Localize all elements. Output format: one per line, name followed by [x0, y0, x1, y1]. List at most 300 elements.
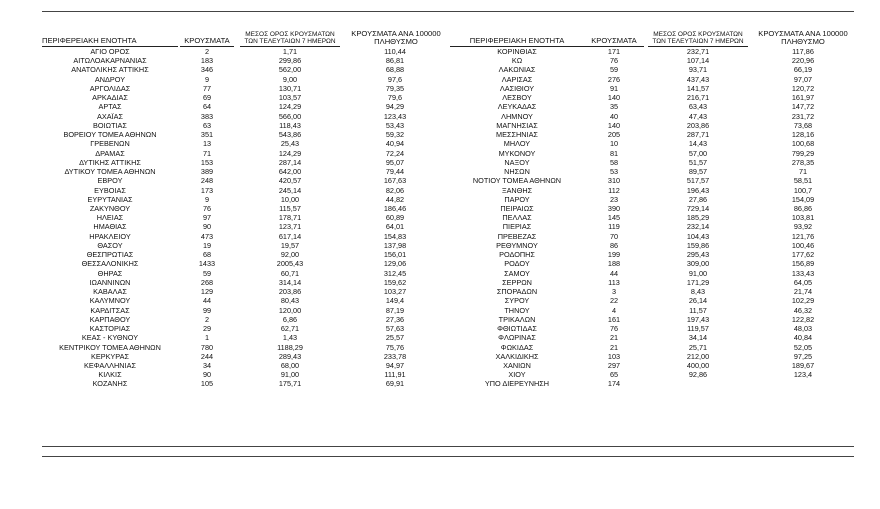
- table-row: [42, 370, 446, 379]
- avg-cell: 51,57: [688, 157, 708, 167]
- per100k-cell: 86,86: [793, 203, 813, 213]
- region-cell: ΡΕΘΥΜΝΟΥ: [496, 240, 538, 250]
- avg-cell: 124,29: [278, 148, 302, 158]
- avg-cell: [644, 379, 752, 388]
- avg-cell: 93,71: [688, 65, 708, 75]
- avg-cell: 92,86: [688, 370, 708, 380]
- avg-cell: 196,43: [686, 185, 710, 195]
- region-cell: ΚΕΡΚΥΡΑΣ: [90, 351, 130, 361]
- table-row: [450, 112, 854, 121]
- region-cell: ΣΠΟΡΑΔΩΝ: [496, 287, 538, 297]
- avg-cell: 2005,43: [276, 259, 304, 269]
- header-avg-7-days: ΜΕΣΟΣ ΟΡΟΣ ΚΡΟΥΣΜΑΤΩΝ ΤΩΝ ΤΕΛΕΥΤΑΙΩΝ 7 ΗΜΕΡΩΝ: [240, 31, 340, 47]
- per100k-cell: 186,46: [383, 203, 407, 213]
- cases-cell: 1433: [198, 259, 216, 269]
- avg-cell: 19,57: [280, 240, 300, 250]
- per100k-cell: 64,05: [793, 277, 813, 287]
- per100k-cell: 94,97: [385, 360, 405, 370]
- per100k-cell: 27,36: [385, 314, 405, 324]
- table-row: [42, 149, 446, 158]
- region-cell: ΠΕΙΡΑΙΩΣ: [500, 203, 534, 213]
- table-row: [450, 176, 854, 185]
- left-table-section: [42, 17, 446, 389]
- cases-cell: 183: [200, 56, 214, 66]
- region-cell: ΖΑΚΥΝΘΟΥ: [89, 203, 131, 213]
- table-row: [450, 149, 854, 158]
- per100k-cell: 100,46: [791, 240, 815, 250]
- avg-cell: 437,43: [686, 74, 710, 84]
- avg-cell: 642,00: [278, 167, 302, 177]
- table-row: [450, 102, 854, 111]
- cases-cell: 297: [607, 360, 621, 370]
- table-row: [450, 306, 854, 315]
- per100k-cell: 59,32: [385, 130, 405, 140]
- per100k-cell: 95,07: [385, 157, 405, 167]
- cases-cell: 44: [609, 268, 619, 278]
- region-cell: ΚΕΝΤΡΙΚΟΥ ΤΟΜΕΑ ΑΘΗΝΩΝ: [59, 342, 161, 352]
- per100k-cell: 97,6: [387, 74, 403, 84]
- cases-cell: 346: [200, 65, 214, 75]
- table-row: [42, 213, 446, 222]
- region-cell: ΘΗΡΑΣ: [97, 268, 123, 278]
- cases-cell: 90: [202, 370, 212, 380]
- top-rule: [42, 11, 854, 12]
- cases-cell: 383: [200, 111, 214, 121]
- per100k-cell: 189,67: [791, 360, 815, 370]
- avg-cell: 68,00: [280, 360, 300, 370]
- cases-cell: 22: [609, 296, 619, 306]
- avg-cell: 420,57: [278, 176, 302, 186]
- table-row: [450, 333, 854, 342]
- region-cell: ΜΕΣΣΗΝΙΑΣ: [496, 130, 538, 140]
- cases-cell: 173: [200, 185, 214, 195]
- cases-cell: 140: [607, 93, 621, 103]
- per100k-cell: 220,96: [791, 56, 815, 66]
- region-cell: ΕΥΒΟΙΑΣ: [94, 185, 126, 195]
- per100k-cell: 69,91: [385, 379, 405, 389]
- avg-cell: 47,43: [688, 111, 708, 121]
- avg-cell: 171,29: [686, 277, 710, 287]
- region-cell: ΘΑΣΟΥ: [97, 240, 123, 250]
- per100k-cell: 154,83: [383, 231, 407, 241]
- bottom-rule: [42, 446, 854, 447]
- avg-cell: 400,00: [686, 360, 710, 370]
- avg-cell: 141,57: [686, 83, 710, 93]
- region-cell: ΑΓΙΟ ΟΡΟΣ: [90, 47, 130, 56]
- cases-cell: 4: [611, 305, 617, 315]
- table-row: [450, 204, 854, 213]
- avg-cell: 175,71: [278, 379, 302, 389]
- table-row: [450, 56, 854, 65]
- region-cell: ΣΥΡΟΥ: [504, 296, 530, 306]
- region-cell: ΤΗΝΟΥ: [504, 305, 530, 315]
- table-row: [42, 102, 446, 111]
- table-row: [450, 84, 854, 93]
- cases-cell: 268: [200, 277, 214, 287]
- cases-cell: 199: [607, 250, 621, 260]
- avg-cell: 309,00: [686, 259, 710, 269]
- region-cell: ΚΩ: [511, 56, 523, 66]
- cases-cell: 171: [607, 47, 621, 56]
- avg-cell: 729,14: [686, 203, 710, 213]
- avg-cell: 517,57: [686, 176, 710, 186]
- cases-cell: 2: [204, 47, 210, 56]
- per100k-cell: 100,7: [793, 185, 813, 195]
- cases-cell: 248: [200, 176, 214, 186]
- avg-cell: 107,14: [686, 56, 710, 66]
- per100k-cell: 167,63: [383, 176, 407, 186]
- cases-cell: 21: [609, 333, 619, 343]
- per100k-cell: 52,05: [793, 342, 813, 352]
- table-row: [450, 315, 854, 324]
- cases-cell: 145: [607, 213, 621, 223]
- table-row: [42, 176, 446, 185]
- avg-cell: 119,57: [687, 324, 709, 334]
- avg-cell: 104,43: [686, 231, 710, 241]
- cases-cell: 103: [607, 351, 621, 361]
- per100k-cell: [752, 379, 854, 388]
- region-cell: ΚΙΛΚΙΣ: [98, 370, 122, 380]
- cases-cell: 473: [200, 231, 214, 241]
- table-row: [42, 232, 446, 241]
- table-row: [42, 343, 446, 352]
- avg-cell: 543,86: [278, 130, 302, 140]
- per100k-cell: 79,35: [385, 83, 405, 93]
- avg-cell: 27,86: [688, 194, 708, 204]
- avg-cell: 8,43: [690, 287, 706, 297]
- avg-cell: 120,00: [278, 305, 302, 315]
- cases-cell: 86: [609, 240, 619, 250]
- right-table-section: [450, 17, 854, 389]
- per100k-cell: 117,86: [792, 47, 814, 56]
- region-cell: ΚΕΑΣ - ΚΥΘΝΟΥ: [81, 333, 139, 343]
- per100k-cell: 102,29: [791, 296, 815, 306]
- cases-cell: 91: [609, 83, 619, 93]
- per100k-cell: 94,29: [385, 102, 405, 112]
- table-row: [450, 213, 854, 222]
- table-row: [42, 65, 446, 74]
- per100k-cell: 120,72: [791, 83, 815, 93]
- cases-cell: 81: [609, 148, 619, 158]
- per100k-cell: 799,29: [791, 148, 815, 158]
- avg-cell: 1,43: [282, 333, 298, 343]
- region-cell: ΗΡΑΚΛΕΙΟΥ: [89, 231, 131, 241]
- avg-cell: 10,00: [280, 194, 300, 204]
- table-row: [450, 65, 854, 74]
- cases-cell: 97: [202, 213, 212, 223]
- cases-cell: 1: [204, 333, 210, 343]
- avg-cell: 178,71: [278, 213, 302, 223]
- per100k-cell: 149,4: [385, 296, 405, 306]
- left-data-table: [42, 47, 446, 389]
- cases-cell: 390: [607, 203, 621, 213]
- table-row: [450, 195, 854, 204]
- region-cell: ΘΕΣΠΡΩΤΙΑΣ: [86, 250, 134, 260]
- region-cell: ΜΥΚΟΝΟΥ: [498, 148, 536, 158]
- cases-cell: 310: [607, 176, 621, 186]
- per100k-cell: 154,09: [791, 194, 815, 204]
- table-row: [450, 158, 854, 167]
- header-cases-per-100k-right: ΚΡΟΥΣΜΑΤΑ ΑΝΑ 100000 ΠΛΗΘΥΣΜΟ: [758, 29, 848, 46]
- per100k-cell: 177,62: [791, 250, 815, 260]
- per100k-cell: 156,89: [791, 259, 815, 269]
- cases-cell: 99: [202, 305, 212, 315]
- region-cell: ΠΑΡΟΥ: [504, 194, 530, 204]
- region-cell: ΧΑΛΚΙΔΙΚΗΣ: [495, 351, 539, 361]
- per100k-cell: 68,88: [385, 65, 405, 75]
- region-cell: ΛΑΚΩΝΙΑΣ: [498, 65, 536, 75]
- table-row: [450, 130, 854, 139]
- avg-cell: 1188,29: [277, 342, 303, 352]
- avg-cell: 289,43: [278, 351, 302, 361]
- region-cell: ΑΝΑΤΟΛΙΚΗΣ ΑΤΤΙΚΗΣ: [71, 65, 149, 75]
- per100k-cell: 97,07: [793, 74, 813, 84]
- cases-cell: 153: [200, 157, 214, 167]
- avg-cell: 197,43: [686, 314, 710, 324]
- cases-cell: 68: [202, 250, 212, 260]
- region-cell: ΚΑΡΠΑΘΟΥ: [89, 314, 131, 324]
- per100k-cell: 25,57: [385, 333, 405, 343]
- per100k-cell: 48,03: [793, 324, 813, 334]
- header-cases: ΚΡΟΥΣΜΑΤΑ: [180, 37, 234, 47]
- per100k-cell: 103,27: [383, 287, 407, 297]
- per100k-cell: 103,81: [791, 213, 815, 223]
- per100k-cell: 111,91: [384, 370, 406, 380]
- table-row: [42, 93, 446, 102]
- region-cell: ΦΘΙΩΤΙΔΑΣ: [497, 324, 537, 334]
- cases-cell: 40: [609, 111, 619, 121]
- cases-cell: 140: [607, 120, 621, 130]
- table-row: [450, 121, 854, 130]
- avg-cell: 62,71: [280, 324, 300, 334]
- avg-cell: 14,43: [688, 139, 708, 149]
- per100k-cell: 156,01: [383, 250, 407, 260]
- avg-cell: 566,00: [278, 111, 302, 121]
- cases-cell: 21: [609, 342, 619, 352]
- cases-cell: 59: [202, 268, 212, 278]
- table-row: [450, 296, 854, 305]
- region-cell: ΜΗΛΟΥ: [503, 139, 531, 149]
- avg-cell: 124,29: [278, 102, 302, 112]
- right-table-header: [450, 17, 854, 47]
- per100k-cell: 231,72: [791, 111, 815, 121]
- table-row: [42, 222, 446, 231]
- table-row: [450, 287, 854, 296]
- region-cell: ΝΗΣΩΝ: [504, 167, 530, 177]
- avg-cell: 92,00: [280, 250, 300, 260]
- region-cell: ΡΟΔΟΠΗΣ: [499, 250, 535, 260]
- table-row: [450, 250, 854, 259]
- cases-cell: 351: [200, 130, 214, 140]
- table-row: [42, 306, 446, 315]
- region-cell: ΦΛΩΡΙΝΑΣ: [498, 333, 536, 343]
- region-cell: ΚΑΛΥΜΝΟΥ: [89, 296, 131, 306]
- table-row: [42, 269, 446, 278]
- table-row: [450, 186, 854, 195]
- cases-cell: 188: [607, 259, 621, 269]
- table-row: [42, 121, 446, 130]
- cases-cell: 44: [202, 296, 212, 306]
- cases-cell: 161: [607, 314, 621, 324]
- avg-cell: 118,43: [279, 120, 301, 130]
- region-cell: ΚΑΣΤΟΡΙΑΣ: [89, 324, 131, 334]
- region-cell: ΦΩΚΙΔΑΣ: [500, 342, 534, 352]
- per100k-cell: 75,76: [385, 342, 405, 352]
- per100k-cell: 123,43: [383, 111, 407, 121]
- table-row: [450, 379, 854, 388]
- region-cell: ΑΡΓΟΛΙΔΑΣ: [89, 83, 131, 93]
- cases-cell: 112: [608, 185, 620, 195]
- per100k-cell: 100,68: [791, 139, 815, 149]
- per100k-cell: 147,72: [791, 102, 815, 112]
- region-cell: ΕΥΡΥΤΑΝΙΑΣ: [87, 194, 133, 204]
- table-row: [450, 352, 854, 361]
- table-row: [42, 204, 446, 213]
- per100k-cell: 137,98: [383, 240, 407, 250]
- table-row: [450, 222, 854, 231]
- region-cell: ΧΑΝΙΩΝ: [503, 360, 531, 370]
- table-row: [42, 296, 446, 305]
- table-row: [42, 186, 446, 195]
- table-row: [42, 139, 446, 148]
- cases-cell: 244: [200, 351, 214, 361]
- region-cell: ΔΡΑΜΑΣ: [95, 148, 125, 158]
- per100k-cell: 129,06: [383, 259, 407, 269]
- per100k-cell: 79,6: [387, 93, 403, 103]
- per100k-cell: 86,81: [385, 56, 405, 66]
- avg-cell: 6,86: [282, 314, 298, 324]
- per100k-cell: 66,19: [793, 65, 813, 75]
- per100k-cell: 58,51: [793, 176, 813, 186]
- region-cell: ΑΧΑΪΑΣ: [96, 111, 123, 121]
- region-cell: ΛΕΥΚΑΔΑΣ: [497, 102, 537, 112]
- per100k-cell: 46,32: [793, 305, 813, 315]
- cases-cell: 389: [200, 167, 214, 177]
- cases-cell: 53: [609, 167, 619, 177]
- left-table-header: [42, 17, 446, 47]
- avg-cell: 57,00: [688, 148, 708, 158]
- region-cell: ΙΩΑΝΝΙΝΩΝ: [89, 277, 131, 287]
- avg-cell: 212,00: [686, 351, 710, 361]
- avg-cell: 60,71: [280, 268, 300, 278]
- cases-cell: 29: [202, 324, 212, 334]
- region-cell: ΥΠΟ ΔΙΕΡΕΥΝΗΣΗ: [484, 379, 550, 389]
- per100k-cell: 53,43: [385, 120, 405, 130]
- cases-cell: 13: [202, 139, 212, 149]
- table-row: [450, 93, 854, 102]
- per100k-cell: 133,43: [791, 268, 815, 278]
- region-cell: ΚΑΡΔΙΤΣΑΣ: [90, 305, 130, 315]
- region-cell: ΤΡΙΚΑΛΩΝ: [498, 314, 536, 324]
- region-cell: ΝΑΞΟΥ: [504, 157, 530, 167]
- avg-cell: 25,71: [688, 342, 708, 352]
- cases-cell: 3: [611, 287, 617, 297]
- region-cell: ΧΙΟΥ: [508, 370, 526, 380]
- table-row: [450, 241, 854, 250]
- table-row: [450, 269, 854, 278]
- table-row: [450, 324, 854, 333]
- region-cell: ΞΑΝΘΗΣ: [501, 185, 533, 195]
- region-cell: ΑΡΚΑΔΙΑΣ: [92, 93, 128, 103]
- avg-cell: 295,43: [686, 250, 710, 260]
- table-row: [42, 158, 446, 167]
- table-row: [42, 47, 446, 56]
- avg-cell: 26,14: [688, 296, 708, 306]
- table-row: [42, 287, 446, 296]
- cases-cell: 58: [609, 157, 619, 167]
- table-row: [450, 343, 854, 352]
- table-row: [450, 361, 854, 370]
- avg-cell: 123,71: [278, 222, 302, 232]
- table-row: [450, 278, 854, 287]
- table-row: [450, 167, 854, 176]
- region-cell: ΓΡΕΒΕΝΩΝ: [90, 139, 130, 149]
- per100k-cell: 71: [798, 167, 808, 177]
- avg-cell: 91,00: [688, 268, 708, 278]
- table-row: [42, 352, 446, 361]
- table-row: [42, 250, 446, 259]
- cases-cell: 77: [202, 83, 212, 93]
- per100k-cell: 79,44: [385, 167, 405, 177]
- avg-cell: 245,14: [278, 185, 302, 195]
- per100k-cell: 64,01: [385, 222, 405, 232]
- table-row: [450, 259, 854, 268]
- avg-cell: 9,00: [282, 74, 298, 84]
- region-cell: ΔΥΤΙΚΗΣ ΑΤΤΙΚΗΣ: [79, 157, 141, 167]
- avg-cell: 159,86: [686, 240, 710, 250]
- per100k-cell: 40,84: [793, 333, 813, 343]
- region-cell: ΗΜΑΘΙΑΣ: [93, 222, 127, 232]
- table-row: [42, 315, 446, 324]
- region-cell: ΚΑΒΑΛΑΣ: [93, 287, 127, 297]
- cases-cell: 2: [204, 314, 210, 324]
- cases-cell: 129: [200, 287, 214, 297]
- per100k-cell: 161,97: [791, 93, 815, 103]
- per100k-cell: 44,82: [385, 194, 405, 204]
- table-row: [42, 112, 446, 121]
- per100k-cell: 40,94: [385, 139, 405, 149]
- per100k-cell: 312,45: [383, 268, 407, 278]
- cases-cell: 71: [202, 148, 212, 158]
- cases-cell: 205: [607, 130, 621, 140]
- per100k-cell: 123,4: [793, 370, 813, 380]
- avg-cell: 287,14: [278, 157, 302, 167]
- avg-cell: 34,14: [688, 333, 708, 343]
- cases-cell: 9: [204, 194, 210, 204]
- header-avg-7-days-right: ΜΕΣΟΣ ΟΡΟΣ ΚΡΟΥΣΜΑΤΩΝ ΤΩΝ ΤΕΛΕΥΤΑΙΩΝ 7 ΗΜΕΡΩΝ: [648, 31, 748, 47]
- cases-cell: 10: [609, 139, 619, 149]
- avg-cell: 1,71: [282, 47, 298, 56]
- table-row: [42, 379, 446, 388]
- header-region: ΠΕΡΙΦΕΡΕΙΑΚΗ ΕΝΟΤΗΤΑ: [42, 37, 178, 47]
- table-row: [42, 241, 446, 250]
- header-cases-right: ΚΡΟΥΣΜΑΤΑ: [584, 37, 644, 47]
- per100k-cell: 72,24: [385, 148, 405, 158]
- region-cell: ΚΕΦΑΛΛΗΝΙΑΣ: [84, 360, 136, 370]
- per100k-cell: 87,19: [385, 305, 405, 315]
- cases-cell: 9: [204, 74, 210, 84]
- left-table-body: [42, 47, 446, 389]
- cases-cell: 174: [607, 379, 621, 389]
- table-row: [42, 56, 446, 65]
- region-cell: ΘΕΣΣΑΛΟΝΙΚΗΣ: [81, 259, 139, 269]
- per100k-cell: 82,06: [385, 185, 405, 195]
- table-row: [42, 333, 446, 342]
- region-cell: ΑΡΤΑΣ: [98, 102, 122, 112]
- per100k-cell: 233,78: [383, 351, 407, 361]
- cases-cell: 76: [609, 324, 619, 334]
- per100k-cell: 73,68: [793, 120, 813, 130]
